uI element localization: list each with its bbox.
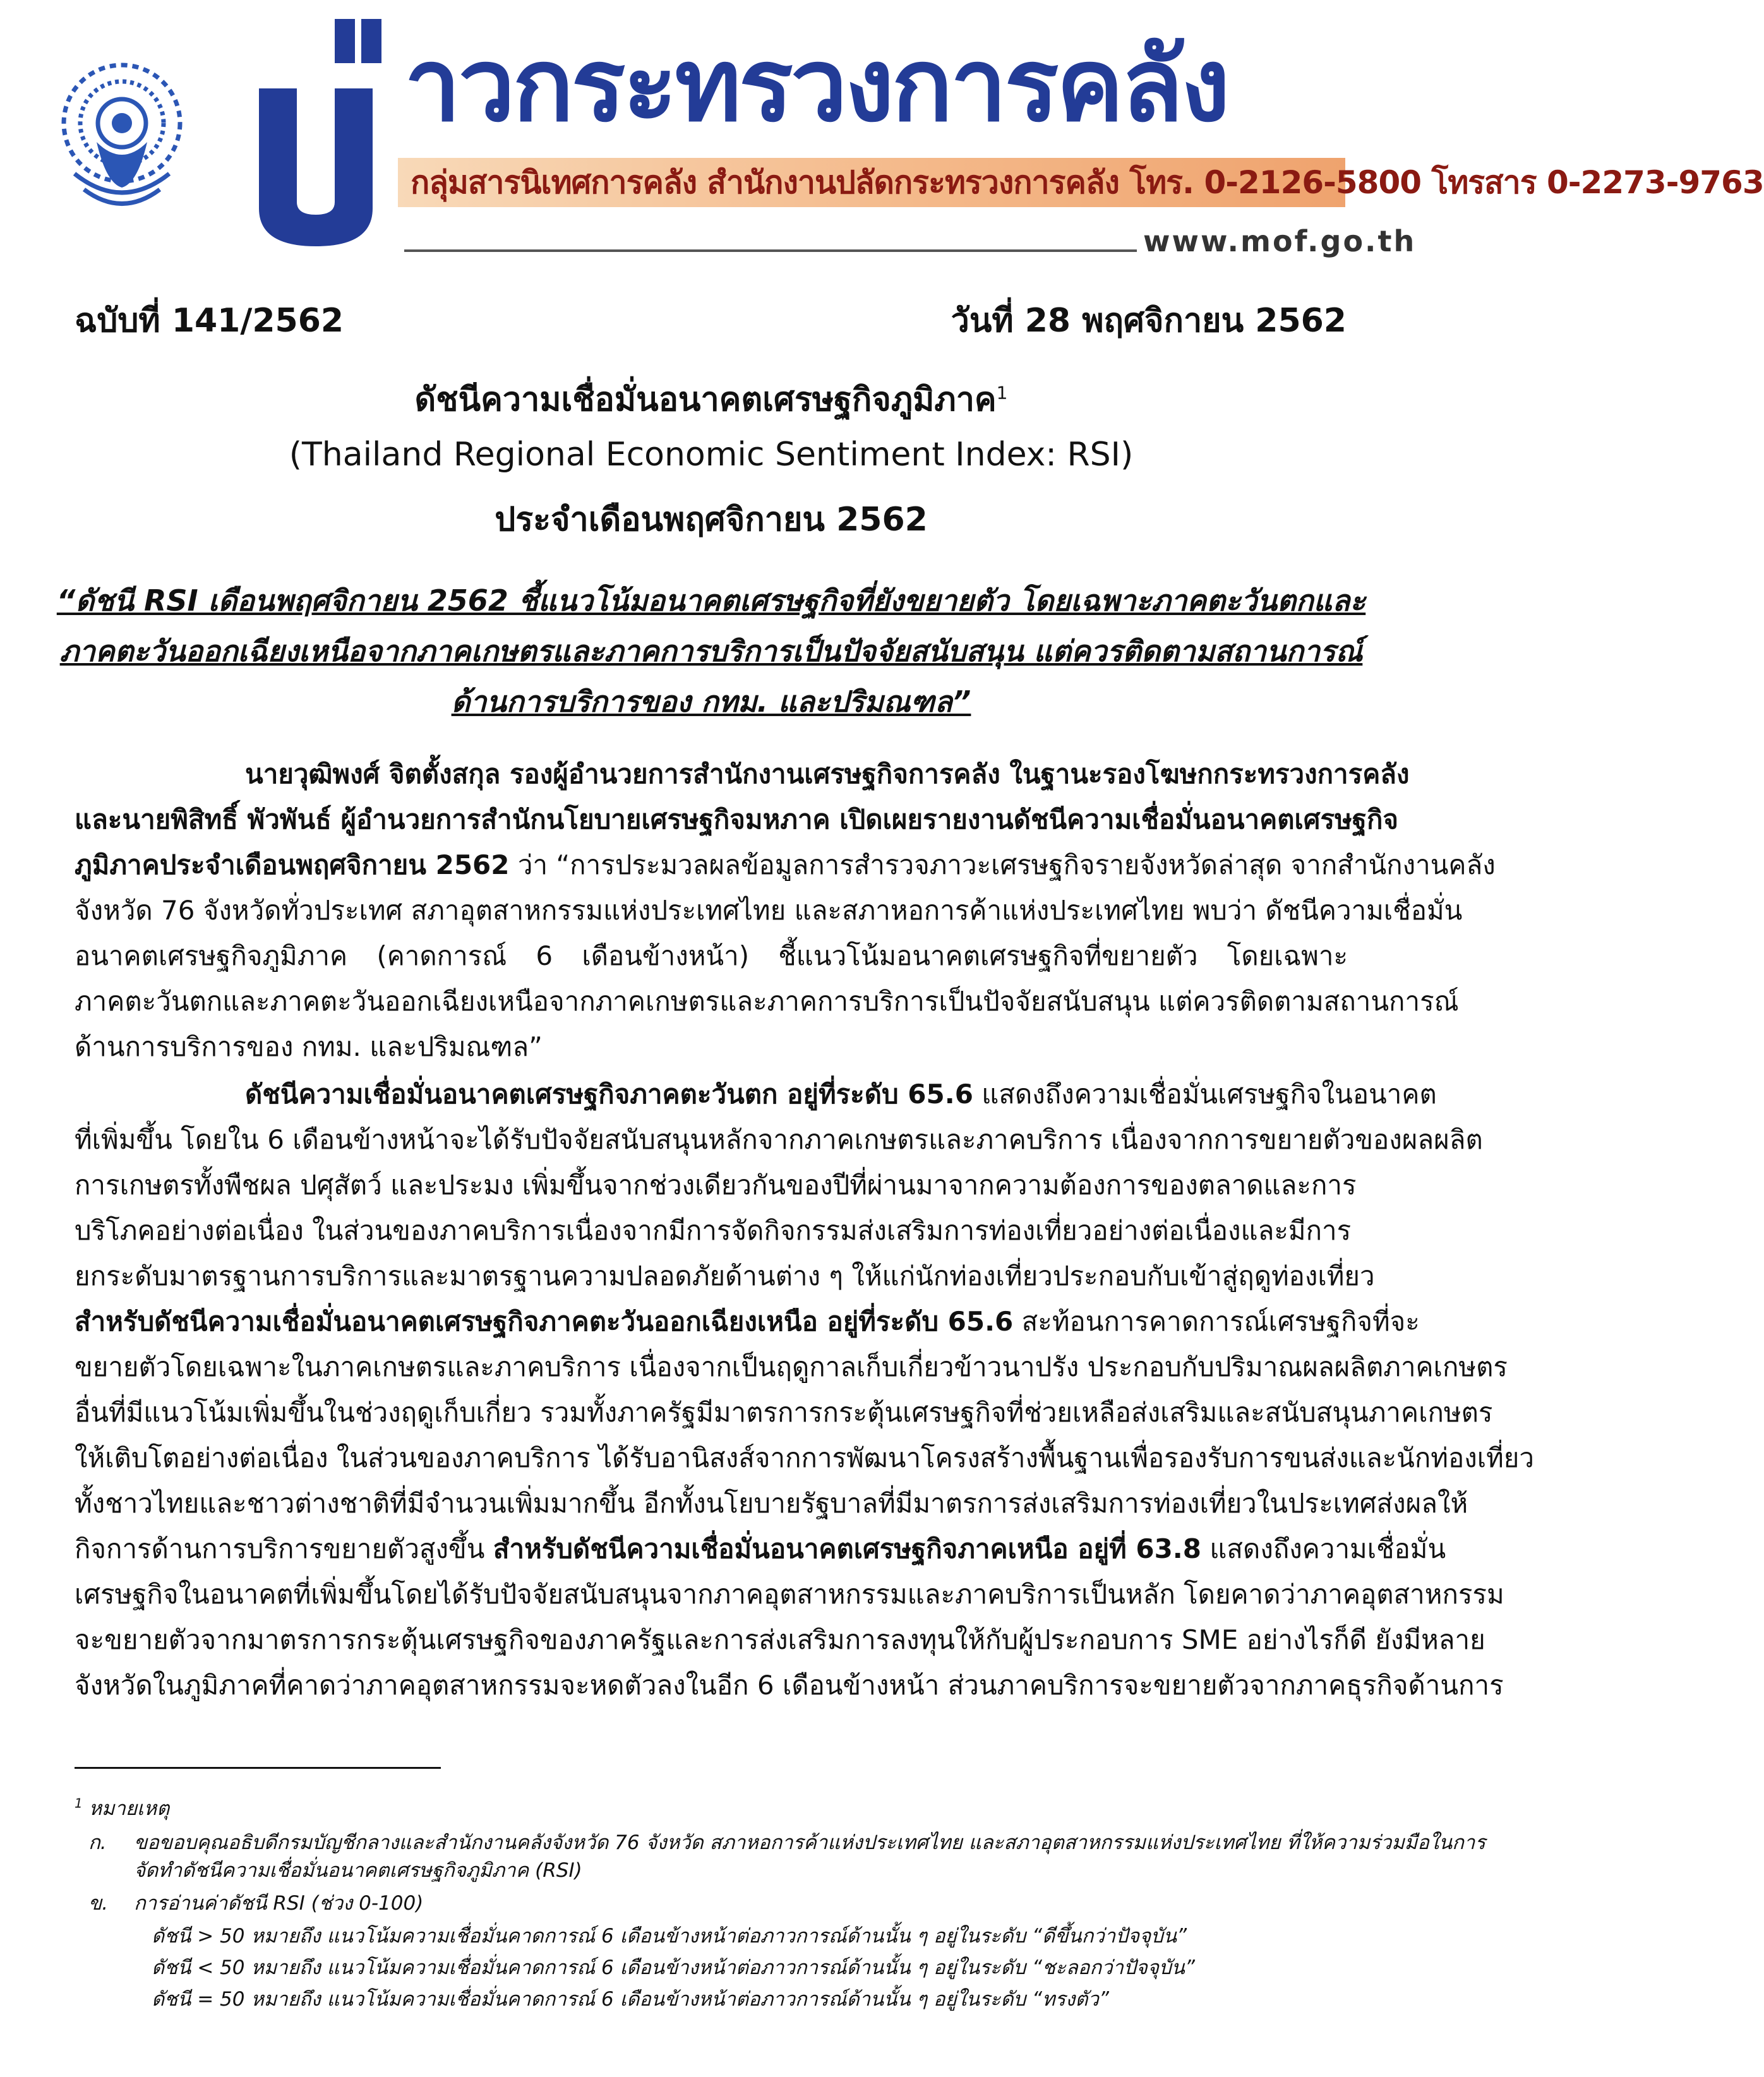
masthead [0, 0, 1764, 265]
body-line: การเกษตรทั้งพืชผล ปศุสัตว์ และประมง เพิ่มขึ้นจากช่วงเดียวกันของปีที่ผ่านมาจากความต้องการของตลาดและการ [75, 1170, 1357, 1200]
body-line: ยกระดับมาตรฐานการบริการและมาตรฐานความปลอดภัยด้านต่าง ๆ ให้แก่นักท่องเที่ยวประกอบกับเข้าสู่ฤดูท่องเที่ยว [75, 1260, 1375, 1291]
body-text: กิจการด้านการบริการขยายตัวสูงขึ้น [75, 1533, 493, 1564]
body-bold-text: สำหรับดัชนีความเชื่อมั่นอนาคตเศรษฐกิจภาคเหนือ อยู่ที่ 63.8 [493, 1533, 1201, 1564]
footnote-divider [75, 1767, 441, 1769]
body-text: สะท้อนการคาดการณ์เศรษฐกิจที่จะ [1013, 1306, 1420, 1337]
masthead-divider [404, 249, 1137, 252]
body-line: ทั้งชาวไทยและชาวต่างชาติที่มีจำนวนเพิ่มมากขึ้น อีกทั้งนโยบายรัฐบาลที่มีมาตรการส่งเสริมการท่องเที่ยวในประเทศส่งผลให้ [75, 1488, 1468, 1519]
ministry-emblem-icon [37, 47, 207, 218]
body-bold-text: ดัชนีความเชื่อมั่นอนาคตเศรษฐกิจภาคตะวันตก อยู่ที่ระดับ 65.6 [245, 1079, 973, 1110]
body-line [75, 1299, 1420, 1344]
body-line: บริโภคอย่างต่อเนื่อง ในส่วนของภาคบริการเนื่องจากมีการจัดกิจกรรมส่งเสริมการท่องเที่ยวอย่างต่อเนื่องและมีการ [75, 1215, 1352, 1246]
body-text: แสดงถึงความเชื่อมั่นเศรษฐกิจในอนาคต [973, 1079, 1437, 1110]
footnote-text: ขอขอบคุณอธิบดีกรมบัญชีกลางและสำนักงานคลังจังหวัด 76 จังหวัด สภาหอการค้าแห่งประเทศไทย และสภาอุตสาหกรรมแห่งประเทศไทย ที่ให้ความร่วมมือในการ [134, 1831, 1485, 1854]
issue-number: ฉบับที่ 141/2562 [75, 302, 344, 340]
body-text: แสดงถึงความเชื่อมั่น [1201, 1533, 1446, 1564]
body-bold-text: ภูมิภาคประจำเดือนพฤศจิกายน 2562 [75, 849, 510, 880]
footnote-mark: ข. [88, 1892, 109, 1915]
footnote-text: จัดทำดัชนีความเชื่อมั่นอนาคตเศรษฐกิจภูมิภาค (RSI) [134, 1859, 582, 1882]
contact-info: กลุ่มสารนิเทศการคลัง สำนักงานปลัดกระทรวงการคลัง โทร. 0-2126-5800 โทรสาร 0-2273-9763 [411, 164, 1764, 201]
body-line: ที่เพิ่มขึ้น โดยใน 6 เดือนข้างหน้าจะได้รับปัจจัยสนับสนุนหลักจากภาคเกษตรและภาคบริการ เนื่องจากการขยายตัวของผลผลิต [75, 1124, 1483, 1155]
masthead-title: าวกระทรวงการคลัง [404, 26, 1228, 144]
footnote-ref: 1 [996, 382, 1008, 404]
body-line: ให้เติบโตอย่างต่อเนื่อง ในส่วนของภาคบริการ ได้รับอานิสงส์จากการพัฒนาโครงสร้างพื้นฐานเพื่อรองรับการขนส่งและนักท่องเที่ยว [75, 1442, 1534, 1473]
body-line: จะขยายตัวจากมาตรการกระตุ้นเศรษฐกิจของภาครัฐและการส่งเสริมการลงทุนให้กับผู้ประกอบการ SME อย่างไรก็ดี ยังมีหลาย [75, 1624, 1485, 1655]
body-line: เศรษฐกิจในอนาคตที่เพิ่มขึ้นโดยได้รับปัจจัยสนับสนุนจากภาคอุตสาหกรรมและภาคบริการเป็นหลัก โดยคาดว่าภาคอุตสาหกรรม [75, 1579, 1504, 1610]
body-line: นายวุฒิพงศ์ จิตตั้งสกุล รองผู้อำนวยการสำนักงานเศรษฐกิจการคลัง ในฐานะรองโฆษกกระทรวงการคลัง [245, 758, 1410, 789]
body-line: จังหวัดในภูมิภาคที่คาดว่าภาคอุตสาหกรรมจะหดตัวลงในอีก 6 เดือนข้างหน้า ส่วนภาคบริการจะขยายตัวจากภาคธุรกิจด้านการ [75, 1670, 1504, 1701]
body-line [75, 1526, 1446, 1572]
body-line: และนายพิสิทธิ์ พัวพันธ์ ผู้อำนวยการสำนักนโยบายเศรษฐกิจมหภาค เปิดเผยรายงานดัชนีความเชื่อมั่นอนาคตเศรษฐกิจ [75, 804, 1398, 835]
issue-date: วันที่ 28 พฤศจิกายน 2562 [951, 302, 1347, 340]
masthead-big-letter [240, 13, 392, 253]
body-line: ด้านการบริการของ กทม. และปริมณฑล” [75, 1031, 543, 1062]
footnote-label: $^1$ หมายเหตุ [75, 1795, 170, 1820]
body-text: ว่า “การประมวลผลข้อมูลการสำรวจภาวะเศรษฐกิจรายจังหวัดล่าสุด จากสำนักงานคลัง [509, 849, 1496, 880]
footnote-text: การอ่านค่าดัชนี RSI (ช่วง 0-100) [134, 1892, 424, 1915]
summary-quote-line: “ดัชนี RSI เดือนพฤศจิกายน 2562 ชี้แนวโน้มอนาคตเศรษฐกิจที่ยังขยายตัว โดยเฉพาะภาคตะวันตกและ [56, 584, 1366, 618]
body-line: ภาคตะวันตกและภาคตะวันออกเฉียงเหนือจากภาคเกษตรและภาคการบริการเป็นปัจจัยสนับสนุน แต่ควรติดตามสถานการณ์ [75, 986, 1459, 1017]
title-thai: ดัชนีความเชื่อมั่นอนาคตเศรษฐกิจภูมิภาค [414, 381, 997, 419]
summary-quote-line: ภาคตะวันออกเฉียงเหนือจากภาคเกษตรและภาคการบริการเป็นปัจจัยสนับสนุน แต่ควรติดตามสถานการณ์ [59, 634, 1363, 668]
footnote-reading-rule: ดัชนี = 50 หมายถึง แนวโน้มความเชื่อมั่นคาดการณ์ 6 เดือนข้างหน้าต่อภาวการณ์ด้านนั้น ๆ อยู่ในระดับ “ทรงตัว” [152, 1988, 1109, 2011]
body-line: จังหวัด 76 จังหวัดทั่วประเทศ สภาอุตสาหกรรมแห่งประเทศไทย และสภาหอการค้าแห่งประเทศไทย พบว่า ดัชนีความเชื่อมั่น [75, 895, 1463, 926]
body-line [245, 1072, 1437, 1117]
body-bold-text: สำหรับดัชนีความเชื่อมั่นอนาคตเศรษฐกิจภาคตะวันออกเฉียงเหนือ อยู่ที่ระดับ 65.6 [75, 1306, 1014, 1337]
document-title-month: ประจำเดือนพฤศจิกายน 2562 [495, 501, 928, 539]
footnote-reading-rule: ดัชนี > 50 หมายถึง แนวโน้มความเชื่อมั่นคาดการณ์ 6 เดือนข้างหน้าต่อภาวการณ์ด้านนั้น ๆ อยู่ในระดับ “ดีขึ้นกว่าปัจจุบัน” [152, 1925, 1187, 1948]
website-link[interactable]: www.mof.go.th [1143, 224, 1417, 258]
body-line: อื่นที่มีแนวโน้มเพิ่มขึ้นในช่วงฤดูเก็บเกี่ยว รวมทั้งภาครัฐมีมาตรการกระตุ้นเศรษฐกิจที่ช่วยเหลือส่งเสริมและสนับสนุนภาคเกษตร [75, 1397, 1493, 1428]
body-line: อนาคตเศรษฐกิจภูมิภาค (คาดการณ์ 6 เดือนข้างหน้า) ชี้แนวโน้มอนาคตเศรษฐกิจที่ขยายตัว โดยเฉพาะ [75, 940, 1348, 971]
body-line: ขยายตัวโดยเฉพาะในภาคเกษตรและภาคบริการ เนื่องจากเป็นฤดูกาลเก็บเกี่ยวข้าวนาปรัง ประกอบกับปริมาณผลผลิตภาคเกษตร [75, 1351, 1508, 1382]
footnote-number: 1 [75, 1795, 83, 1811]
document-title [0, 373, 1422, 425]
summary-quote-line: ด้านการบริการของ กทม. และปริมณฑล” [451, 685, 971, 719]
footnote-mark: ก. [88, 1831, 107, 1854]
footnote-reading-rule: ดัชนี < 50 หมายถึง แนวโน้มความเชื่อมั่นคาดการณ์ 6 เดือนข้างหน้าต่อภาวการณ์ด้านนั้น ๆ อยู่ในระดับ “ชะลอกว่าปัจจุบัน” [152, 1956, 1195, 1979]
body-line [75, 842, 1496, 888]
document-title-english: (Thailand Regional Economic Sentiment Index: RSI) [289, 436, 1134, 474]
